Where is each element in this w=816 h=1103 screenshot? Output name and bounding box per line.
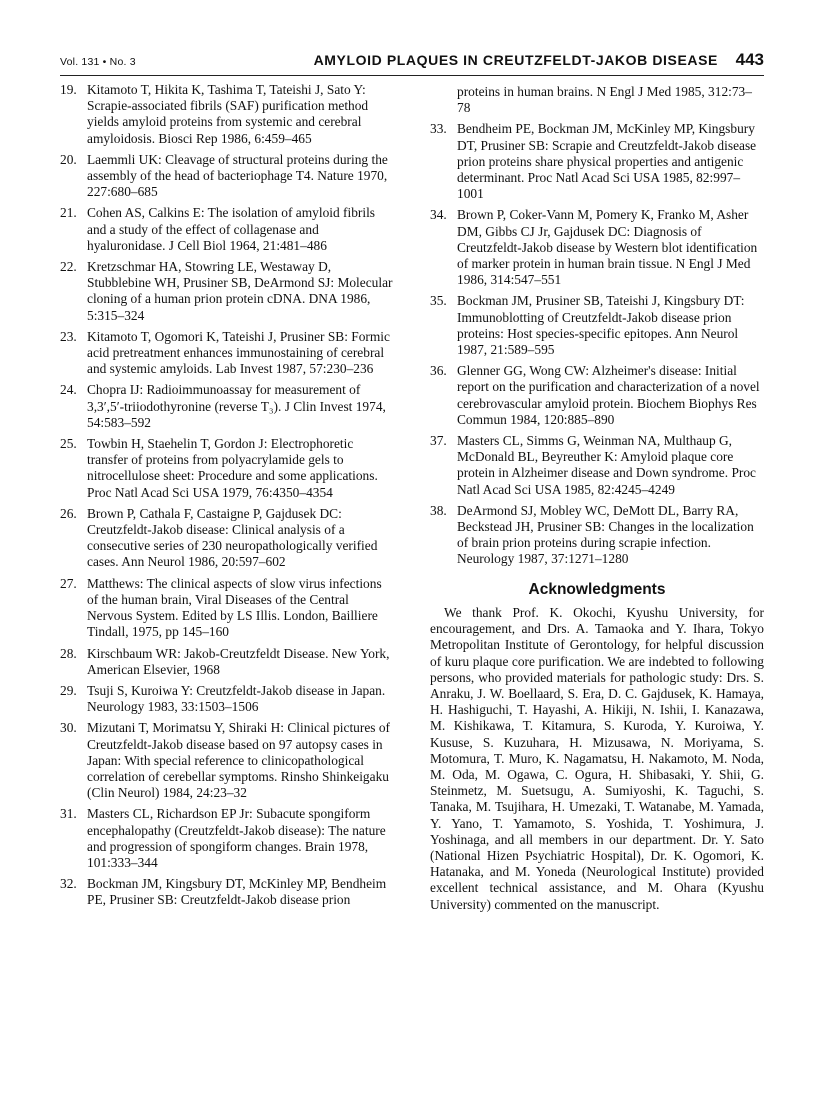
reference-number: 27. [60, 575, 77, 591]
reference-number: 36. [430, 363, 447, 379]
reference-item [60, 646, 394, 678]
header-rule [60, 75, 764, 76]
reference-text: Kirschbaum WR: Jakob-Creutzfeldt Disease. New York, American Elsevier, 1968 [87, 645, 390, 677]
reference-number: 33. [430, 121, 447, 137]
reference-item [430, 121, 764, 202]
reference-number: 23. [60, 328, 77, 344]
reference-text: Glenner GG, Wong CW: Alzheimer's disease: Initial report on the purification and characterization of a novel cerebrovascular amyloid protein. Biochem Biophys Res Commun 1984, 120:885–890 [457, 363, 760, 427]
reference-text: Tsuji S, Kuroiwa Y: Creutzfeldt-Jakob disease in Japan. Neurology 1983, 33:1503–1506 [87, 682, 386, 715]
reference-text: Matthews: The clinical aspects of slow virus infections of the human brain, Viral Diseases of the Central Nervous System. Edited by LS Illis. London, Bailliere Tindall, 1975, pp 145–160 [87, 575, 382, 640]
reference-text: Towbin H, Staehelin T, Gordon J: Electrophoretic transfer of proteins from polyacrylamide gels to nitrocellulose sheet: Procedure and some applications. Proc Natl Acad Sci USA 1979, 76:4350–4354 [87, 436, 378, 500]
reference-number: 34. [430, 207, 447, 223]
reference-text: Masters CL, Simms G, Weinman NA, Multhaup G, McDonald BL, Beyreuther K: Amyloid plaque core protein in Alzheimer disease and Down syndrome. Proc Natl Acad Sci USA 1985, 82:4245–4249 [457, 433, 756, 497]
reference-number: 32. [60, 876, 77, 892]
reference-text: DeArmond SJ, Mobley WC, DeMott DL, Barry RA, Beckstead JH, Prusiner SB: Changes in the localization of brain prion proteins during scrapie infection. Neurology 1987, 37:1271–1280 [457, 502, 754, 567]
reference-item [60, 683, 394, 715]
reference-item [60, 205, 394, 254]
reference-item [60, 152, 394, 201]
reference-number: 37. [430, 433, 447, 449]
reference-item [60, 382, 394, 431]
reference-item [60, 259, 394, 324]
reference-number: 31. [60, 806, 77, 822]
reference-number: 38. [430, 502, 447, 518]
reference-text: Mizutani T, Morimatsu Y, Shiraki H: Clinical pictures of Creutzfeldt-Jakob disease based on 97 autopsy cases in Japan: With special reference to clinicopathological correlation of cerebellar symptoms. Rinsho Shinkeigaku (Clin Neurol) 1984, 24:23–32 [87, 720, 390, 801]
reference-text: Brown P, Coker-Vann M, Pomery K, Franko M, Asher DM, Gibbs CJ Jr, Gajdusek DC: Diagnosis of Creutzfeldt-Jakob disease by Western blot identification of marker protein in human brain tissue. N Engl J Med 1986, 314:547–551 [457, 207, 758, 288]
reference-text: Laemmli UK: Cleavage of structural proteins during the assembly of the head of bacteriophage T4. Nature 1970, 227:680–685 [87, 151, 388, 200]
reference-item [430, 503, 764, 568]
reference-text: Chopra IJ: Radioimmunoassay for measurement of 3,3′,5′-triiodothyronine (reverse T₃). J Clin Invest 1974, 54:583–592 [87, 382, 386, 430]
running-title: AMYLOID PLAQUES IN CREUTZFELDT-JAKOB DISEASE [313, 52, 718, 68]
running-header [60, 50, 764, 72]
reference-list-left [60, 82, 394, 909]
reference-item [430, 363, 764, 428]
reference-text: Bendheim PE, Bockman JM, McKinley MP, Kingsbury DT, Prusiner SB: Scrapie and Creutzfeldt-Jakob disease prion proteins share physical properties and antigenic determinant. Proc Natl Acad Sci USA 1985, 82:997–1001 [457, 121, 757, 202]
reference-item [60, 806, 394, 871]
reference-item [60, 506, 394, 571]
reference-number: 19. [60, 82, 77, 97]
reference-number: 30. [60, 720, 77, 736]
reference-item [430, 293, 764, 358]
reference-number: 26. [60, 505, 77, 521]
reference-text: Kretzschmar HA, Stowring LE, Westaway D, Stubblebine WH, Prusiner SB, DeArmond SJ: Molecular cloning of a human prion protein cDNA. DNA 1986, 5:315–324 [87, 259, 393, 323]
reference-item [60, 329, 394, 378]
reference-list-right [430, 121, 764, 567]
reference-number: 21. [60, 205, 77, 221]
reference-item [60, 576, 394, 641]
acknowledgments-heading: Acknowledgments [528, 580, 666, 598]
reference-number: 24. [60, 382, 77, 398]
reference-text: Brown P, Cathala F, Castaigne P, Gajdusek DC: Creutzfeldt-Jakob disease: Clinical analysis of a consecutive series of 230 neuropathologically verified cases. Ann Neurol 1986, 20:597–602 [87, 505, 378, 570]
reference-number: 35. [430, 293, 447, 309]
reference-text: Masters CL, Richardson EP Jr: Subacute spongiform encephalopathy (Creutzfeldt-Jakob disease): The nature and progression of spongiform changes. Brain 1978, 101:333–344 [87, 806, 386, 870]
reference-number: 29. [60, 682, 77, 698]
reference-text: Kitamoto T, Ogomori K, Tateishi J, Prusiner SB: Formic acid pretreatment enhances immunostaining of cerebral and systemic amyloids. Lab Invest 1987, 57:230–236 [87, 328, 390, 377]
volume-info: Vol. 131 • No. 3 [60, 56, 136, 68]
reference-item [60, 82, 394, 147]
acknowledgments-text: We thank Prof. K. Okochi, Kyushu University, for encouragement, and Drs. A. Tamaoka and Y. Ihara, Tokyo Metropolitan Institute of Gerontology, for helpful discussion of kuru plaque core purification. We are indebted to following persons, who provided materials for pathologic study: Drs. S. Anraku, J. W. Boellaard, S. Era, D. C. Gajdusek, K. Hamaya, H. Hashiguchi, T. Hayashi, A. Hikiji, N. Ishii, I. Kanazawa, M. Kishikawa, T. Kitamura, S. Kuroda, Y. Kuroiwa, Y. Kususe, S. Kuzuhara, H. Mizusawa, N. Moriyama, S. Motomura, T. Muro, K. Nagamatsu, H. Nakamoto, M. Noda, M. Oda, M. Ogawa, C. Ogura, H. Shibasaki, Y. Shii, G. Steinmetz, M. Suetsugu, A. Sumiyoshi, K. Taguchi, S. Tanaka, M. Tsujihara, H. Umezaki, T. Watanabe, M. Yamada, Y. Yano, T. Yamamoto, S. Yoshida, T. Yoshimura, J. Yoshinaga, and all members in our department. Dr. Y. Sato (National Hizen Psychiatric Hospital), Dr. K. Ogomori, K. Hatanaka, and M. Yoneda (Neurological Institute) provided excellent technical assistance, and M. Ohara (Kyushu University) commented on the manuscript. [430, 604, 764, 912]
reference-number: 25. [60, 436, 77, 452]
reference-continuation: proteins in human brains. N Engl J Med 1985, 312:73–78 [457, 84, 752, 116]
reference-number: 22. [60, 259, 77, 275]
reference-number: 28. [60, 645, 77, 661]
reference-text: Bockman JM, Kingsbury DT, McKinley MP, Bendheim PE, Prusiner SB: Creutzfeldt-Jakob disease prion [87, 876, 387, 908]
left-column [60, 82, 394, 914]
page-number: 443 [735, 50, 764, 69]
reference-item [60, 876, 394, 908]
reference-item [430, 433, 764, 498]
reference-number: 20. [60, 151, 77, 167]
right-column [430, 84, 764, 913]
reference-text: Cohen AS, Calkins E: The isolation of amyloid fibrils and a study of the effect of collagenase and hyaluronidase. J Cell Biol 1964, 21:481–486 [87, 205, 376, 253]
reference-item [60, 720, 394, 801]
reference-item [60, 436, 394, 501]
reference-text: Kitamoto T, Hikita K, Tashima T, Tateishi J, Sato Y: Scrapie-associated fibrils (SAF) purification method yields amyloid proteins from systemic and cerebral amyloidosis. Biosci Rep 1986, 6:459–465 [87, 82, 369, 146]
reference-text: Bockman JM, Prusiner SB, Tateishi J, Kingsbury DT: Immunoblotting of Creutzfeldt-Jakob disease prion proteins: Host species-specific epitopes. Ann Neurol 1987, 21:589–595 [457, 293, 745, 358]
reference-item [430, 207, 764, 288]
